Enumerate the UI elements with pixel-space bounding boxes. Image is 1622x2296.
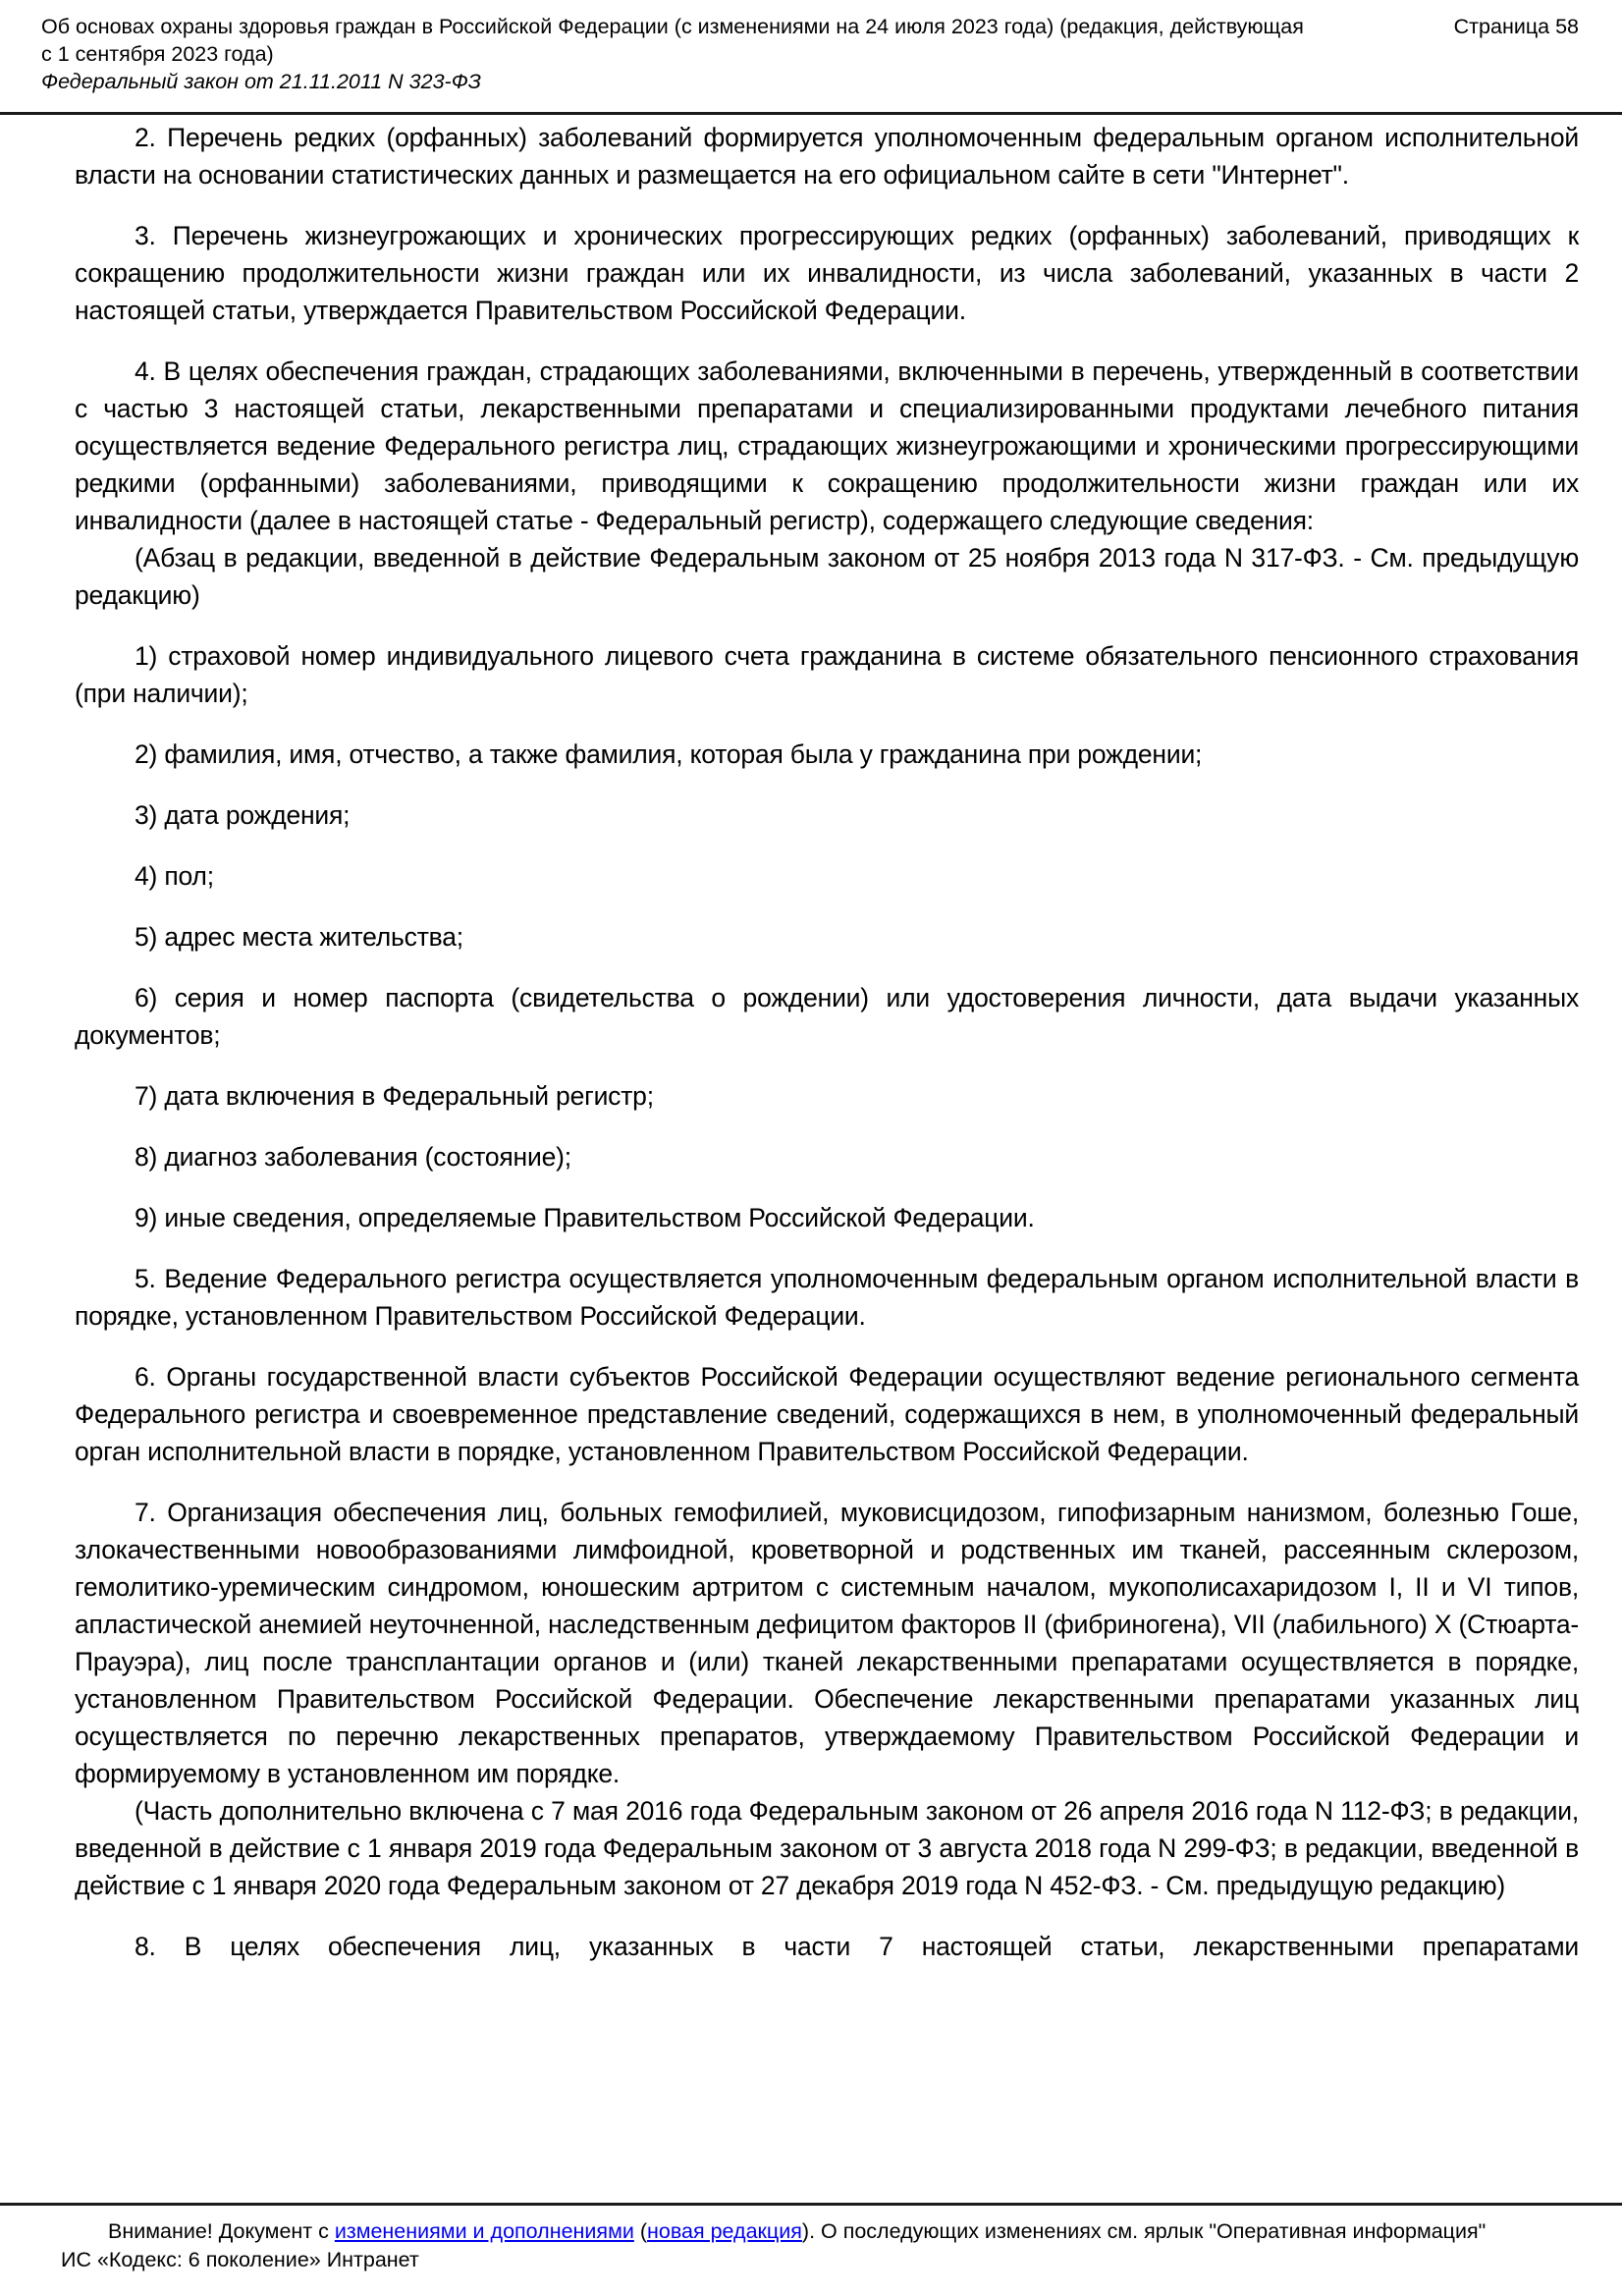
paragraph: (Абзац в редакции, введенной в действие Федеральным законом от 25 ноября 2013 года N 317-ФЗ. - См. предыдущую редакцию)	[75, 543, 1579, 610]
paragraph: 2) фамилия, имя, отчество, а также фамилия, которая была у гражданина при рождении;	[135, 739, 1203, 769]
paragraph: 4) пол;	[135, 861, 214, 891]
paragraph: 4. В целях обеспечения граждан, страдающих заболеваниями, включенными в перечень, утвержденный в соответствии с частью 3 настоящей статьи, лекарственными препаратами и специализированными продуктами лечебного питания осуществляется ведение Федерального регистра лиц, страдающих жизнеугрожающими и хроническими прогрессирующими редкими (орфанными) заболеваниями, приводящими к сокращению продолжительности жизни граждан или их инвалидности (далее в настоящей статье - Федеральный регистр), содержащего следующие сведения:	[75, 356, 1579, 535]
document-title-line-1: Об основах охраны здоровья граждан в Российской Федерации (с изменениями на 24 июля 2023 года) (редакция, действующая	[41, 15, 1304, 38]
changes-and-additions-link[interactable]: изменениями и дополнениями	[334, 2219, 634, 2243]
paragraph: 6) серия и номер паспорта (свидетельства о рождении) или удостоверения личности, дата выдачи указанных документов;	[75, 983, 1579, 1050]
paragraph: 8) диагноз заболевания (состояние);	[135, 1142, 571, 1172]
paragraph: 5) адрес места жительства;	[135, 922, 463, 952]
paragraph: 2. Перечень редких (орфанных) заболеваний формируется уполномоченным федеральным органом исполнительной власти на основании статистических данных и размещается на его официальном сайте в сети "Интернет".	[75, 123, 1579, 190]
document-title	[41, 13, 1327, 95]
paragraph: 5. Ведение Федерального регистра осуществляется уполномоченным федеральным органом исполнительной власти в порядке, установленном Правительством Российской Федерации.	[75, 1264, 1579, 1331]
document-subtitle: Федеральный закон от 21.11.2011 N 323-ФЗ	[41, 70, 482, 93]
document-body	[0, 115, 1622, 2203]
page-header	[0, 0, 1622, 95]
paragraph: 1) страховой номер индивидуального лицевого счета гражданина в системе обязательного пенсионного страхования (при наличии);	[75, 641, 1579, 708]
footer-notice-suffix: ). О последующих изменениях см. ярлык "Оперативная информация"	[801, 2219, 1487, 2243]
new-edition-link[interactable]: новая редакция	[647, 2219, 802, 2243]
paragraph: 3) дата рождения;	[135, 800, 351, 830]
footer-notice-prefix: Внимание! Документ с	[108, 2219, 335, 2243]
paragraph: 7. Организация обеспечения лиц, больных гемофилией, муковисцидозом, гипофизарным нанизмом, болезнью Гоше, злокачественными новообразованиями лимфоидной, кроветворной и родственных им тканей, рассеянным склерозом, гемолитико-уремическим синдромом, юношеским артритом с системным началом, мукополисахаридозом I, II и VI типов, апластической анемией неуточненной, наследственным дефицитом факторов II (фибриногена), VII (лабильного) X (Стюарта-Прауэра), лиц после трансплантации органов и (или) тканей лекарственными препаратами осуществляется в порядке, установленном Правительством Российской Федерации. Обеспечение лекарственными препаратами указанных лиц осуществляется по перечню лекарственных препаратов, утверждаемому Правительством Российской Федерации и формируемому в установленном им порядке.	[75, 1498, 1579, 1788]
footer-notice	[61, 2217, 1579, 2246]
paragraph: 8. В целях обеспечения лиц, указанных в части 7 настоящей статьи, лекарственными препаратами	[135, 1932, 1579, 1961]
paragraph: 6. Органы государственной власти субъектов Российской Федерации осуществляют ведение регионального сегмента Федерального регистра и своевременное представление сведений, содержащихся в нем, в уполномоченный федеральный орган исполнительной власти в порядке, установленном Правительством Российской Федерации.	[75, 1362, 1579, 1466]
paragraph: 3. Перечень жизнеугрожающих и хронических прогрессирующих редких (орфанных) заболеваний, приводящих к сокращению продолжительности жизни граждан или их инвалидности, из числа заболеваний, указанных в части 2 настоящей статьи, утверждается Правительством Российской Федерации.	[75, 221, 1579, 325]
page-footer	[0, 2206, 1622, 2274]
paragraph: 9) иные сведения, определяемые Правительством Российской Федерации.	[135, 1203, 1035, 1232]
information-system-label: ИС «Кодекс: 6 поколение» Интранет	[61, 2248, 419, 2271]
footer-notice-middle: (	[633, 2219, 647, 2243]
paragraph: 7) дата включения в Федеральный регистр;	[135, 1081, 654, 1111]
page-number: Страница 58	[1453, 15, 1579, 38]
paragraph: (Часть дополнительно включена с 7 мая 2016 года Федеральным законом от 26 апреля 2016 года N 112-ФЗ; в редакции, введенной в действие с 1 января 2019 года Федеральным законом от 3 августа 2018 года N 299-ФЗ; в редакции, введенной в действие с 1 января 2020 года Федеральным законом от 27 декабря 2019 года N 452-ФЗ. - См. предыдущую редакцию)	[75, 1796, 1579, 1900]
document-title-line-2: с 1 сентября 2023 года)	[41, 42, 274, 66]
